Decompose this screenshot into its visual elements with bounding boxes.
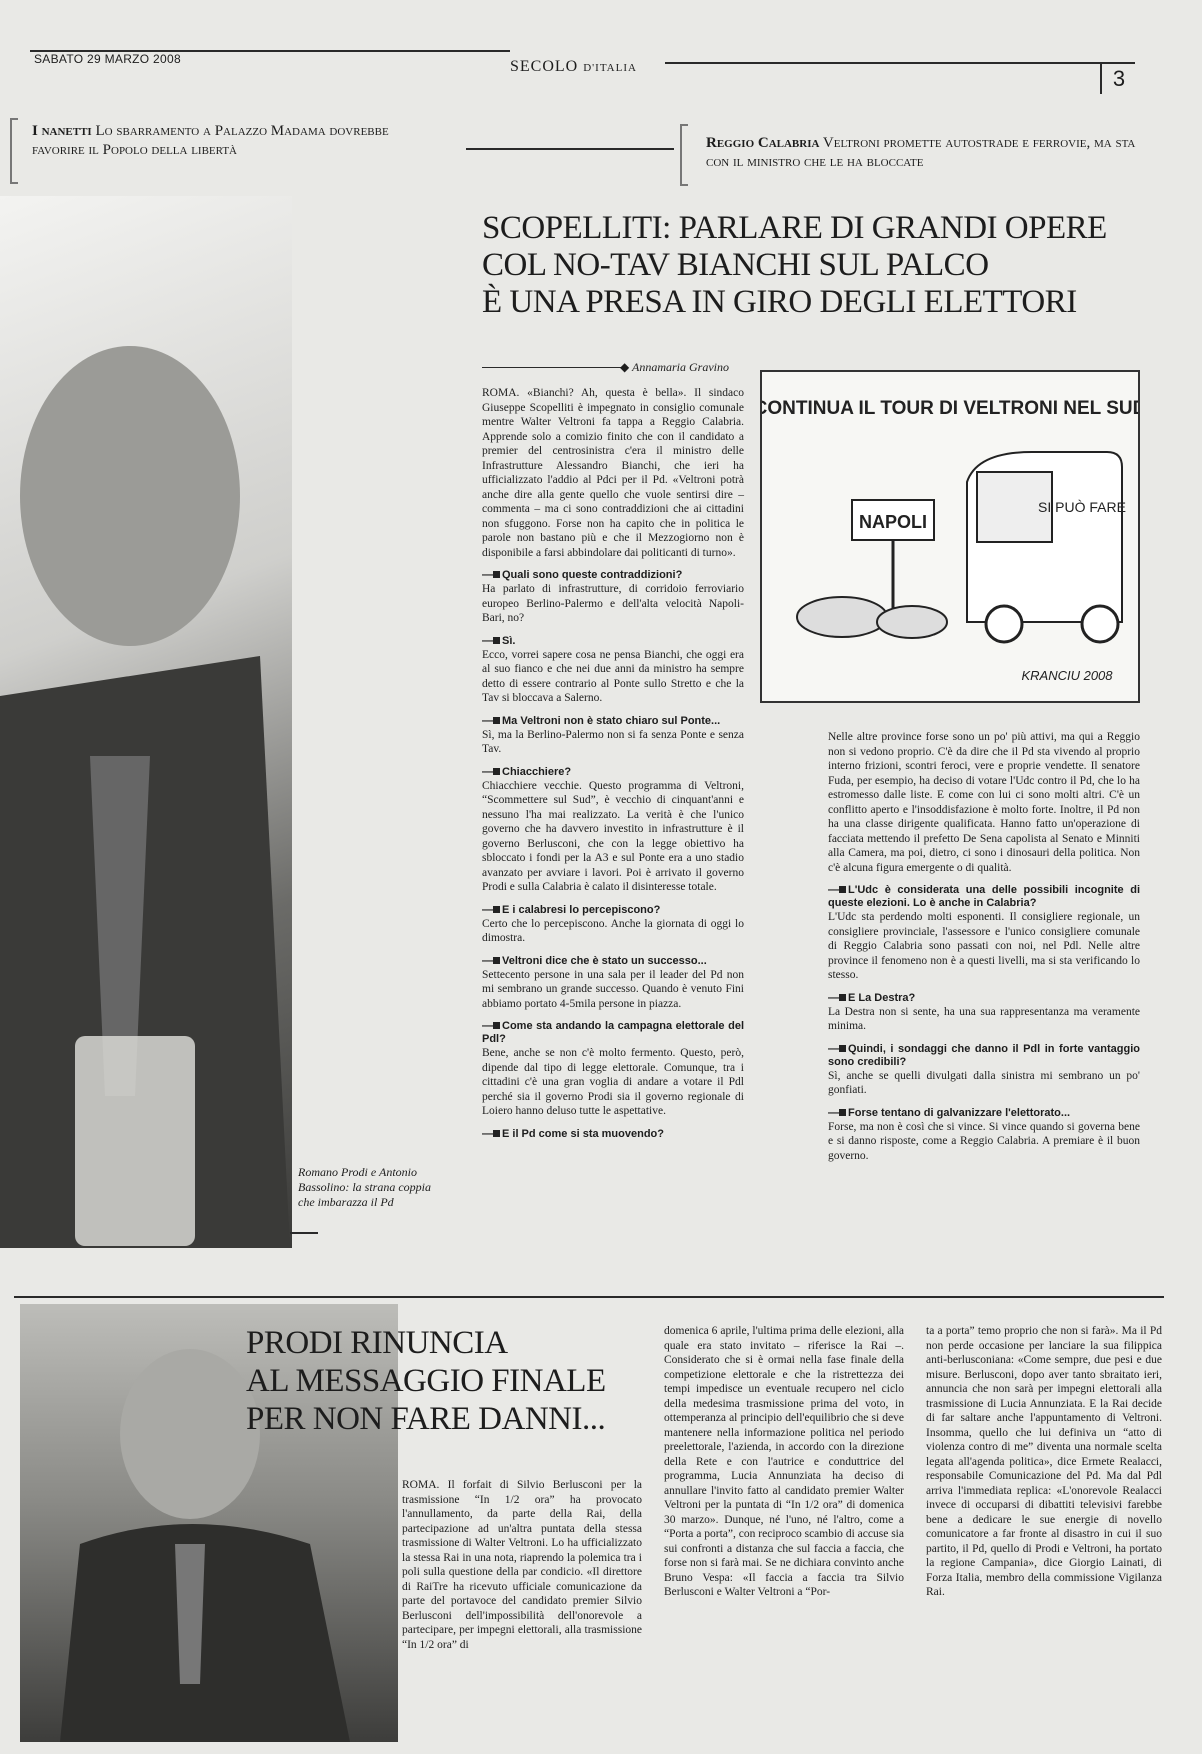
qa-question: — Come sta andando la campagna elettorale del Pdl?	[482, 1020, 744, 1045]
qa-question-text: Quali sono queste contraddizioni?	[502, 569, 683, 581]
left-kicker-bracket	[10, 118, 18, 184]
main-article-lead: ROMA. «Bianchi? Ah, questa è bella». Il sindaco Giuseppe Scopelliti è impegnato in consiglio comunale mentre Walter Veltroni fa tappa a Reggio Calabria. Apprende solo a comizio finito che con il candidato a premier del centrosinistra c'era il ministro delle Infrastrutture Alessandro Bianchi, che ieri ha ufficializzato l'addio al Pdci per il Pd. «Veltroni potrà anche dire alla gente quello che vuole sentirsi dire – commenta – ma ci sono contraddizioni che ai cittadini non sfuggono. Forse non ha capito che in politica le parole non bastano più e che il Mezzogiorno non è disponibile a farsi abbindolare dai politicanti di turno».	[482, 387, 744, 559]
qa-question: — Quali sono queste contraddizioni?	[482, 569, 683, 581]
qa-answer: La Destra non si sente, ha una sua rappresentanza ma veramente minima.	[828, 1005, 1140, 1032]
cartoon-title: CONTINUA IL TOUR DI VELTRONI NEL SUD	[762, 398, 1138, 419]
cartoon	[760, 370, 1140, 703]
qa-question: — E La Destra?	[828, 991, 916, 1004]
photo-glass	[75, 1036, 195, 1246]
qa-question-text: Sì.	[502, 634, 516, 647]
cartoon-wheel	[1082, 606, 1118, 642]
qa-question-text: L'Udc è considerata una delle possibili incognite di queste elezioni. Lo è anche in Calabria?	[828, 884, 1140, 909]
qa-question: — Ma Veltroni non è stato chiaro sul Ponte...	[482, 714, 721, 727]
qa-question-text: Quindi, i sondaggi che danno il Pdl in forte vantaggio sono credibili?	[828, 1042, 1140, 1068]
qa-question-text: E i calabresi lo percepiscono?	[502, 903, 661, 916]
byline-author: Annamaria Gravino	[632, 360, 730, 374]
qa-question-text: Forse tentano di galvanizzare l'elettorato...	[848, 1106, 1071, 1119]
second-headline-line: PRODI RINUNCIA	[246, 1325, 508, 1361]
right-kicker	[706, 134, 1136, 172]
masthead-suffix: D'ITALIA	[583, 62, 637, 74]
qa-question: — E i calabresi lo percepiscono?	[482, 903, 661, 916]
main-headline-line: SCOPELLITI: PARLARE DI GRANDI OPERE	[482, 210, 1107, 246]
photo-illustration	[0, 196, 292, 1248]
photo-head	[20, 346, 240, 646]
cartoon-rubble	[877, 606, 947, 638]
qa-question: — Veltroni dice che è stato un successo...	[482, 954, 707, 967]
right-kicker-text: Veltroni promette autostrade e ferrovie, ma sta con il ministro che le ha bloccate	[706, 135, 1136, 170]
byline: ◆ Annamaria Gravino	[620, 360, 730, 374]
left-kicker	[32, 122, 442, 160]
masthead-name	[510, 58, 637, 76]
cartoon-wheel	[986, 606, 1022, 642]
prodi-bassolino-photo	[0, 196, 292, 1248]
qa-answer: Bene, anche se non c'è molto fermento. Questo, però, dipende dal tipo di legge elettorale. Comunque, tra i cittadini c'è una gran voglia di andare a votare il Pdl perché sia il governo Prodi sia il governo regionale di Loiero hanno deluso tutte le aspettative.	[482, 1047, 744, 1117]
qa-question-text: Veltroni dice che è stato un successo...	[502, 954, 707, 967]
qa-question-text: Chiacchiere?	[502, 765, 572, 778]
second-article-col2: domenica 6 aprile, l'ultima prima delle elezioni, alla quale era stato invitato – riferisce la Rai –. Considerato che si è ormai nella fase finale della competizione elettorale e che la ristrettezza dei tempi impedisce un eventuale recupero nel ciclo della medesima trasmissione prima del voto, in ottemperanza al principio dell'equilibrio che si deve mantenere nella informazione politica nel periodo preelettorale, l'azienda, in accordo con la direzione della Rete e con l'autrice e conduttrice del programma, Lucia Annunziata ha deciso di annullare l'invito fatto al candidato premier Walter Veltroni per la puntata di “In 1/2 ora” di domenica 30 marzo». Dunque, né l'uno, né l'altro, come a “Porta a porta”, con reciproco scambio di accuse sia sui confronti a distanza che sul faccia a faccia, che forse non si farà mai. Se ne dichiara convinto anche Bruno Vespa: «Il faccia a faccia tra Silvio Berlusconi e Walter Veltroni a “Por-	[664, 1325, 904, 1598]
caption-rule	[290, 1232, 318, 1234]
byline-rule	[482, 367, 622, 368]
qa-question-text: E La Destra?	[848, 991, 916, 1004]
qa-question: — Quindi, i sondaggi che danno il Pdl in forte vantaggio sono credibili?	[828, 1042, 1140, 1068]
qa-question-text: Ma Veltroni non è stato chiaro sul Ponte...	[502, 714, 721, 727]
section-divider	[14, 1296, 1164, 1298]
main-article-col1	[482, 386, 744, 1141]
second-article-col1: ROMA. Il forfait di Silvio Berlusconi per la trasmissione “In 1/2 ora” ha provocato l'annullamento, da parte della Rai, della partecipazione ad un'altra puntata della stessa trasmissione di Walter Veltroni. Lo ha ufficializzato la stessa Rai in una nota, riaprendo la polemica tra i poli sulla questione della par condicio. «Il direttore di RaiTre ha ricevuto ufficiale comunicazione da parte del portavoce del candidato premier Silvio Berlusconi dell'impossibilità dell'onorevole a partecipare, per impegni elettorali, alla trasmissione “In 1/2 ora” di	[402, 1479, 642, 1651]
qa-question: — E il Pd come si sta muovendo?	[482, 1127, 664, 1140]
cartoon-illustration	[762, 372, 1138, 696]
masthead-rule-left	[30, 50, 510, 52]
qa-answer: Certo che lo percepiscono. Anche la giornata di oggi lo dimostra.	[482, 917, 744, 944]
qa-question: — Chiacchiere?	[482, 765, 572, 778]
right-kicker-bracket	[680, 124, 688, 186]
main-headline-line: È UNA PRESA IN GIRO DEGLI ELETTORI	[482, 284, 1077, 320]
cartoon-signature: KRANCIU 2008	[1021, 668, 1113, 683]
qa-question-text: E il Pd come si sta muovendo?	[502, 1127, 664, 1140]
qa-answer: Forse, ma non è così che si vince. Si vince quando si governa bene e si danno risposte, come a Reggio Calabria. A premiare è il buon governo.	[828, 1120, 1140, 1162]
qa-question: — Sì.	[482, 634, 516, 647]
qa-answer: Sì, ma la Berlino-Palermo non si fa senza Ponte e senza Tav.	[482, 728, 744, 755]
second-headline-line: PER NON FARE DANNI...	[246, 1401, 606, 1437]
qa-answer: Ecco, vorrei sapere cosa ne pensa Bianchi, che oggi era al suo fianco e che nei due anni da ministro ha sempre detto di essere contrario al Ponte sullo Stretto e che la Tav si bloccava a Salerno.	[482, 648, 744, 704]
qa-question: — L'Udc è considerata una delle possibili incognite di queste elezioni. Lo è anche in Calabria?	[828, 884, 1140, 909]
photo-caption: Romano Prodi e Antonio Bassolino: la strana coppia che imbarazza il Pd	[298, 1165, 432, 1209]
prodi-jacket	[60, 1524, 350, 1742]
cartoon-speech: SI PUÒ FARE	[1038, 499, 1126, 515]
qa-answer: Sì, anche se quelli divulgati dalla sinistra mi sembrano un po' gonfiati.	[828, 1069, 1140, 1096]
qa-answer: Ha parlato di infrastrutture, di corridoio ferroviario europeo Berlino-Palermo e dell'alta velocità Napoli-Bari, no?	[482, 583, 744, 624]
left-kicker-text: Lo sbarramento a Palazzo Madama dovrebbe favorire il Popolo della libertà	[32, 123, 389, 158]
right-kicker-label: Reggio Calabria	[706, 135, 820, 151]
second-headline-line: AL MESSAGGIO FINALE	[246, 1363, 606, 1399]
second-article-col3: ta a porta” temo proprio che non si farà». Ma il Pd non perde occasione per lanciare la sua filippica anti-berlusconiana: «Come sempre, due pesi e due misure. Berlusconi, dopo aver tanto sbraitato ieri, annuncia che non sarà per impegni elettorali alla trasmissione di Lucia Annunziata. E la Rai decide di far saltare anche l'appuntamento di Veltroni. Insomma, quello che lui definiva un “atto di violenza contro di me” diventa una normale scelta legata all'agenda politica», dice Ermete Realacci, responsabile Comunicazione del Pd. Ma dal Pdl arriva l'immediata replica: «L'onorevole Realacci invece di occuparsi di dibattiti televisivi farebbe bene a dedicare le sue energie di novello comunicatore a far fronte al disastro in cui il suo partito, il Pd, quello di Prodi e Veltroni, ha portato la regione Campania», dice Giorgio Lainati, di Forza Italia, membro della commissione Vigilanza Rai.	[926, 1325, 1162, 1598]
masthead-rule-right	[665, 62, 1135, 64]
qa-answer: Chiacchiere vecchie. Questo programma di Veltroni, “Scommettere sul Sud”, è vecchio di cinquant'anni e nessuno l'ha mai realizzato. La verità è che l'unico governo che ha davvero investito in infrastrutture è il governo Berlusconi, che con la legge obiettivo ha sbloccato i fondi per la A3 e sul Ponte era a uno stadio avanzato per avviare i lavori. Poi è arrivato il governo Prodi e sulla Calabria è calato il disinteresse totale.	[482, 779, 744, 893]
qa-question-text: Come sta andando la campagna elettorale del Pdl?	[482, 1020, 744, 1045]
left-kicker-label: I nanetti	[32, 123, 92, 139]
main-article-col2	[828, 730, 1140, 1167]
masthead-title: SECOLO	[510, 58, 579, 75]
qa-question: — Forse tentano di galvanizzare l'elettorato...	[828, 1106, 1071, 1119]
cartoon-rubble	[797, 597, 887, 637]
main-headline-line: COL NO-TAV BIANCHI SUL PALCO	[482, 247, 989, 283]
main-headline	[482, 210, 1142, 321]
kicker-divider	[466, 148, 674, 150]
qa-answer: L'Udc sta perdendo molti esponenti. Il consigliere regionale, un consigliere provinciale, l'assessore e l'unico consigliere comunale di Reggio Calabria sono passati con noi, nel Pdl. Nelle altre province il fenomeno non è a questi livelli, ma si sta verificando lo stesso.	[828, 911, 1140, 981]
qa-answer: Settecento persone in una sala per il leader del Pd non mi sembrano un grande successo. Quando è venuto Fini abbiamo portato 4-5mila persone in piazza.	[482, 968, 744, 1010]
masthead-date: SABATO 29 MARZO 2008	[34, 52, 181, 66]
cartoon-sign: NAPOLI	[858, 512, 928, 532]
prodi-tie	[175, 1544, 205, 1684]
page-number: 3	[1100, 64, 1136, 94]
second-headline	[246, 1324, 656, 1438]
col2-lead: Nelle altre province forse sono un po' più attivi, ma qui a Reggio non si vedono proprio. C'è da dire che il Pd sta vivendo al proprio interno frizioni, scontri feroci, vere e proprie vendette. Il senatore Fuda, per esempio, ha deciso di votare l'Udc contro il Pd, che lo ha estromesso dalle liste. E come con lui ci sono molti altri. C'è un conflitto aperto e l'insoddisfazione è molto forte. Inoltre, il Pd non ha una classe dirigente qualificata. Hanno fatto un'operazione di facciata mettendo il prefetto De Sena capolista al Senato e Minniti alla Camera, ma poi, dietro, ci sono i dinosauri della politica. Non c'è alcuna figura emergente o di qualità.	[828, 731, 1140, 874]
prodi-head	[120, 1349, 260, 1519]
